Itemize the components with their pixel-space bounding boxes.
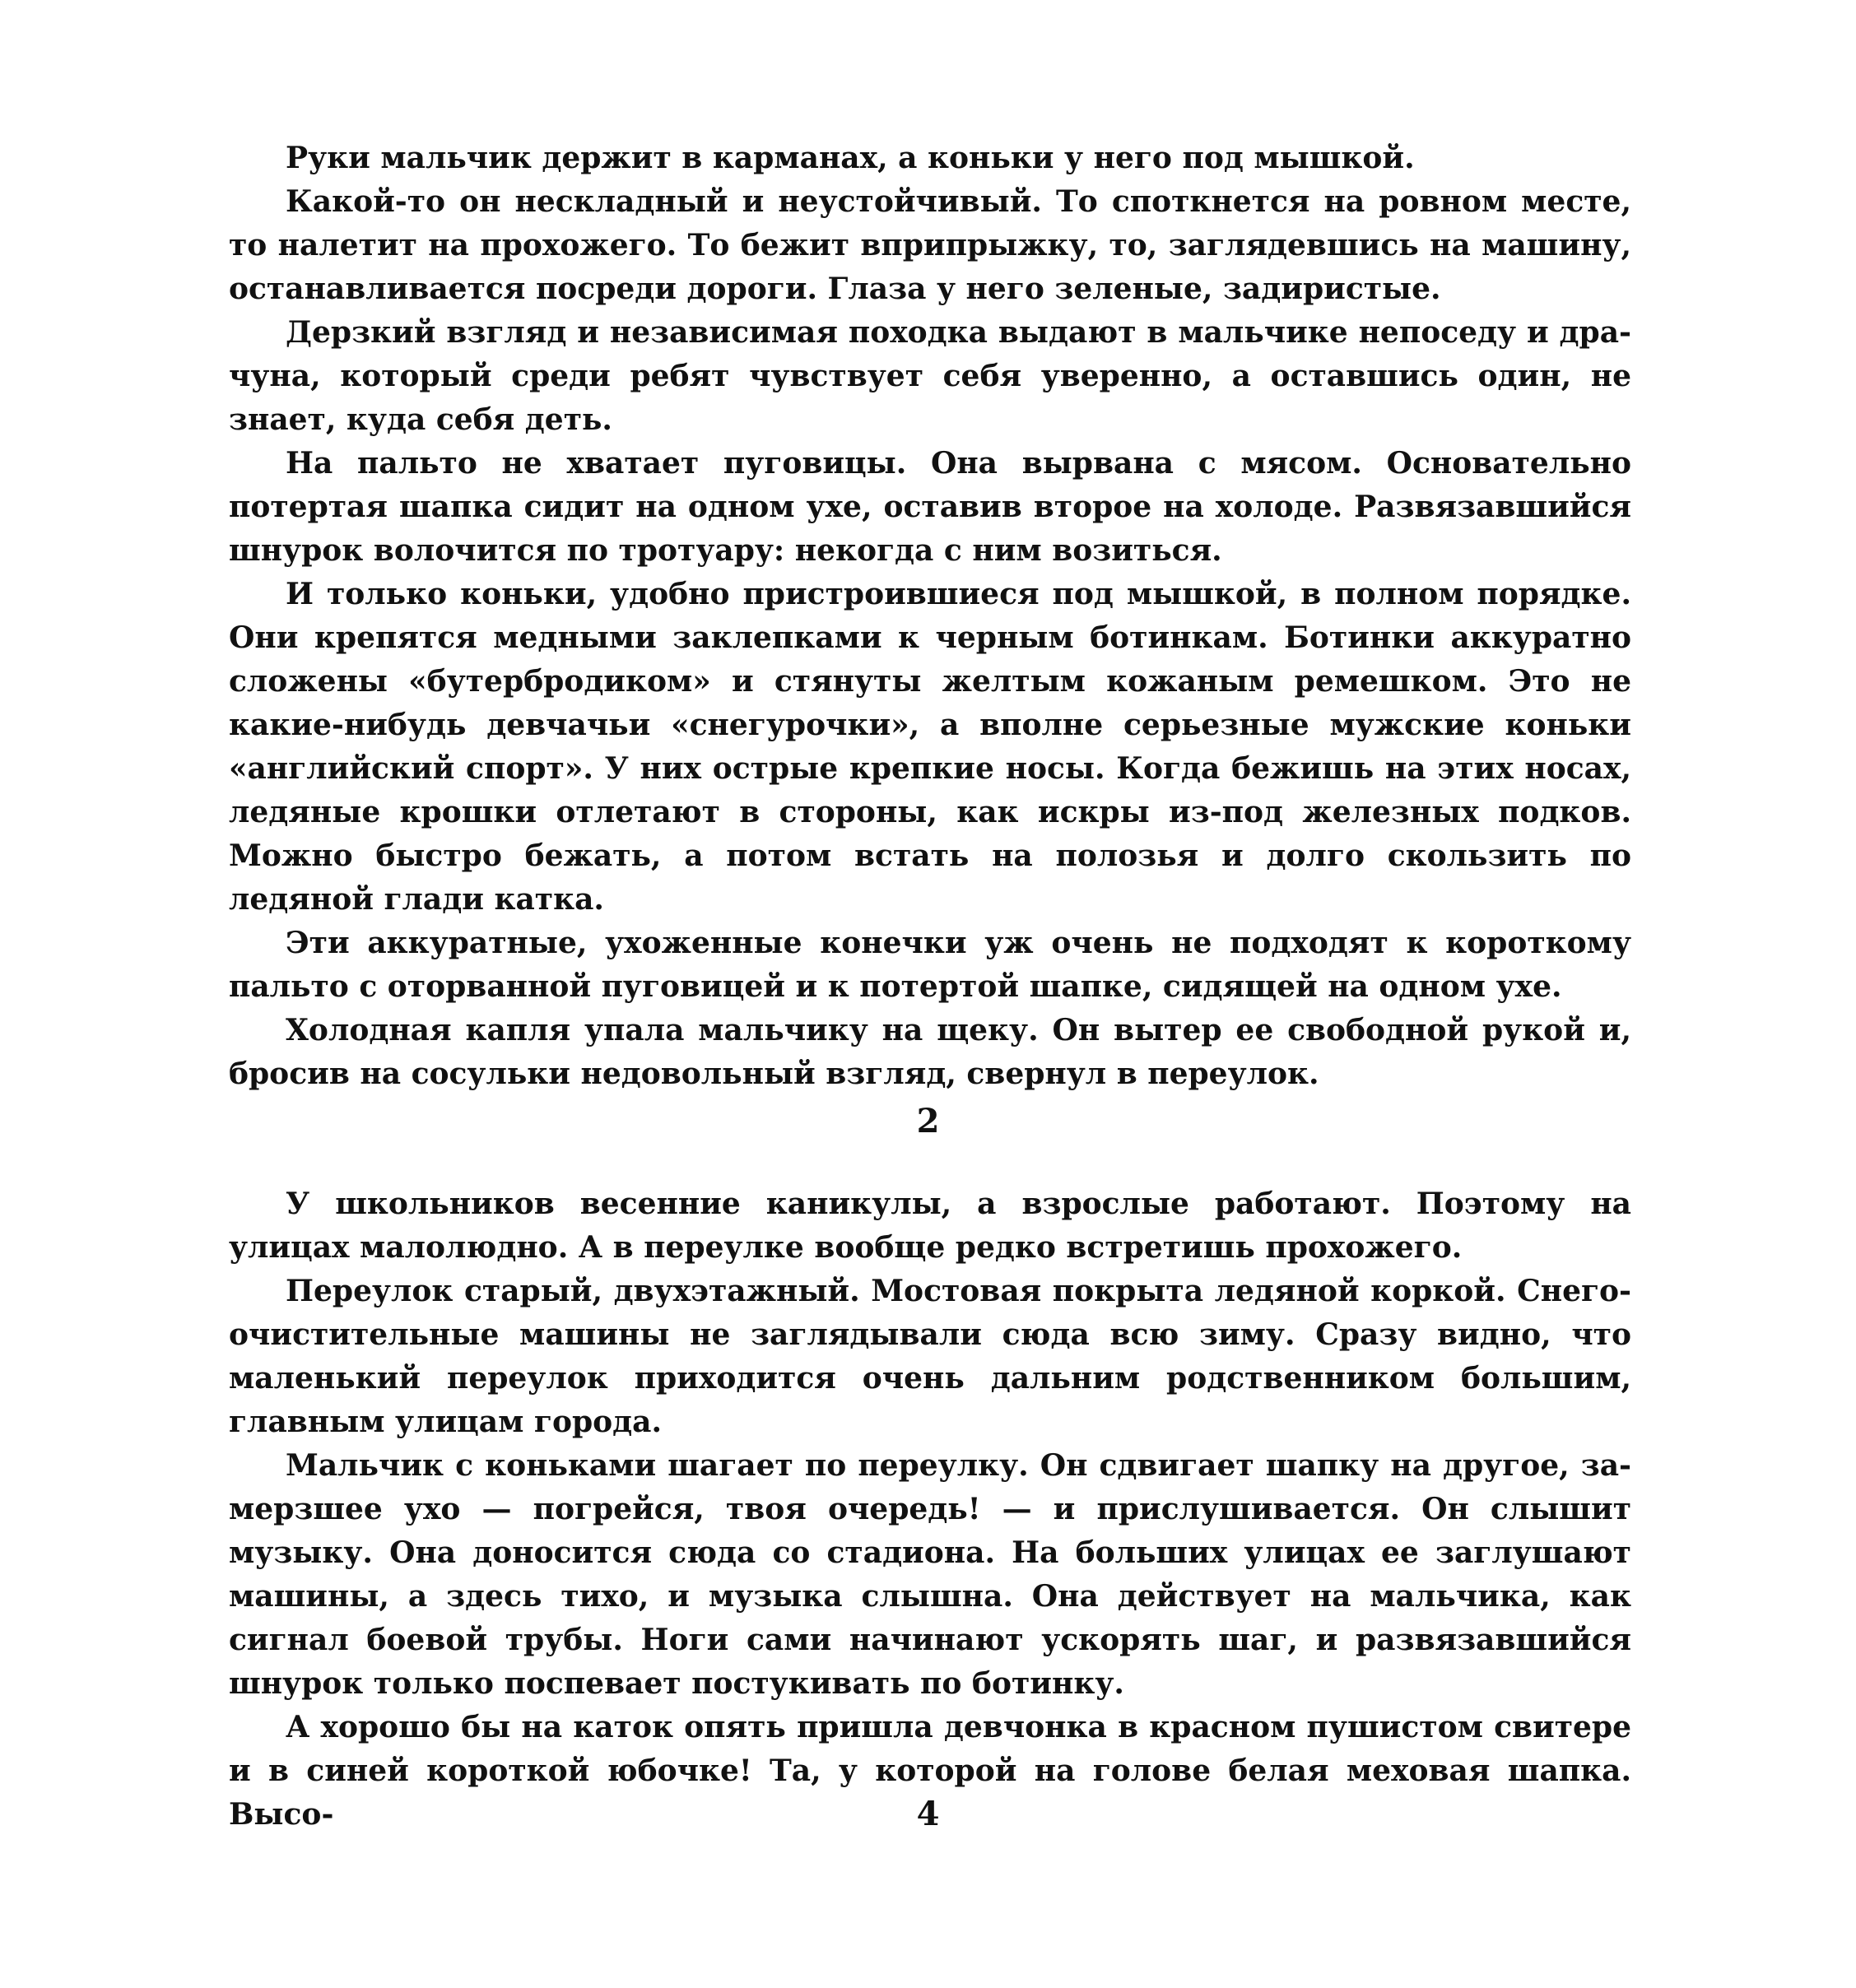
paragraph: А хорошо бы на каток опять пришла девчонка в красном пушистом свитере и в синей короткой юбочке! Та, у которой на голове белая меховая шапка. Высо- [229, 1710, 1631, 1832]
paragraph: Руки мальчик держит в карманах, а коньки у него под мышкой. [286, 141, 1415, 175]
paragraph: И только коньки, удобно пристроившиеся под мышкой, в полном порядке. Они крепятся медными заклепками к черным ботинкам. Ботинки аккуратно сложены «бутербродиком» и стянуты желтым кожаным ремешком. Это не какие-нибудь девчачьи «снегурочки», а вполне серьезные мужские коньки «английский спорт». У них острые крепкие носы. Когда бежишь на этих носах, ледяные крошки отлетают в стороны, как искры из-под железных подков. Можно быстро бежать, а потом встать на полозья и долго скользить по ледяной глади катка. [229, 577, 1631, 917]
text-section-2 [229, 1182, 1631, 1837]
paragraph: На пальто не хватает пуговицы. Она вырвана с мясом. Основательно потертая шапка сидит на одном ухе, оставив второе на холоде. Развязавшийся шнурок волочится по тротуару: некогда с ним возиться. [229, 446, 1631, 568]
paragraph: Холодная капля упала мальчику на щеку. Он вытер ее свободной рукой и, бросив на сосульки недовольный взгляд, свернул в переулок. [229, 1013, 1631, 1091]
paragraph: У школьников весенние каникулы, а взрослые работают. Поэтому на улицах малолюдно. А в переулке вообще редко встретишь прохожего. [229, 1187, 1631, 1265]
paragraph: Переулок старый, двухэтажный. Мостовая покрыта ледяной коркой. Снегоочистительные машины не заглядывали сюда всю зиму. Сразу видно, что маленький переулок приходится очень дальним родственником большим, главным улицам города. [229, 1274, 1631, 1439]
paragraph: Эти аккуратные, ухоженные конечки уж очень не подходят к короткому пальто с оторванной пуговицей и к потертой шапке, сидящей на одном ухе. [229, 926, 1631, 1004]
paragraph: Мальчик с коньками шагает по переулку. Он сдвигает шапку на другое, замерзшее ухо — погрейся, твоя очередь! — и прислушивается. Он слышит музыку. Она доносится сюда со стадиона. На больших улицах ее заглушают машины, а здесь тихо, и музыка слышна. Она действует на мальчика, как сигнал боевой трубы. Ноги сами начинают ускорять шаг, и развязавшийся шнурок только поспевает постукивать по ботинку. [229, 1448, 1631, 1701]
page-number: 4 [916, 1795, 940, 1833]
paragraph: Какой-то он нескладный и неустойчивый. То споткнется на ровном месте, то налетит на прохожего. То бежит вприпрыжку, то, заглядевшись на машину, останавливается посреди дороги. Глаза у него зеленые, задиристые. [229, 184, 1631, 306]
chapter-number: 2 [916, 1102, 940, 1140]
paragraph: Дерзкий взгляд и независимая походка выдают в мальчике непоседу и драчуна, который среди ребят чувствует себя уверенно, а оставшись один, не знает, куда себя деть. [229, 315, 1631, 437]
text-section-1 [229, 137, 1631, 1096]
